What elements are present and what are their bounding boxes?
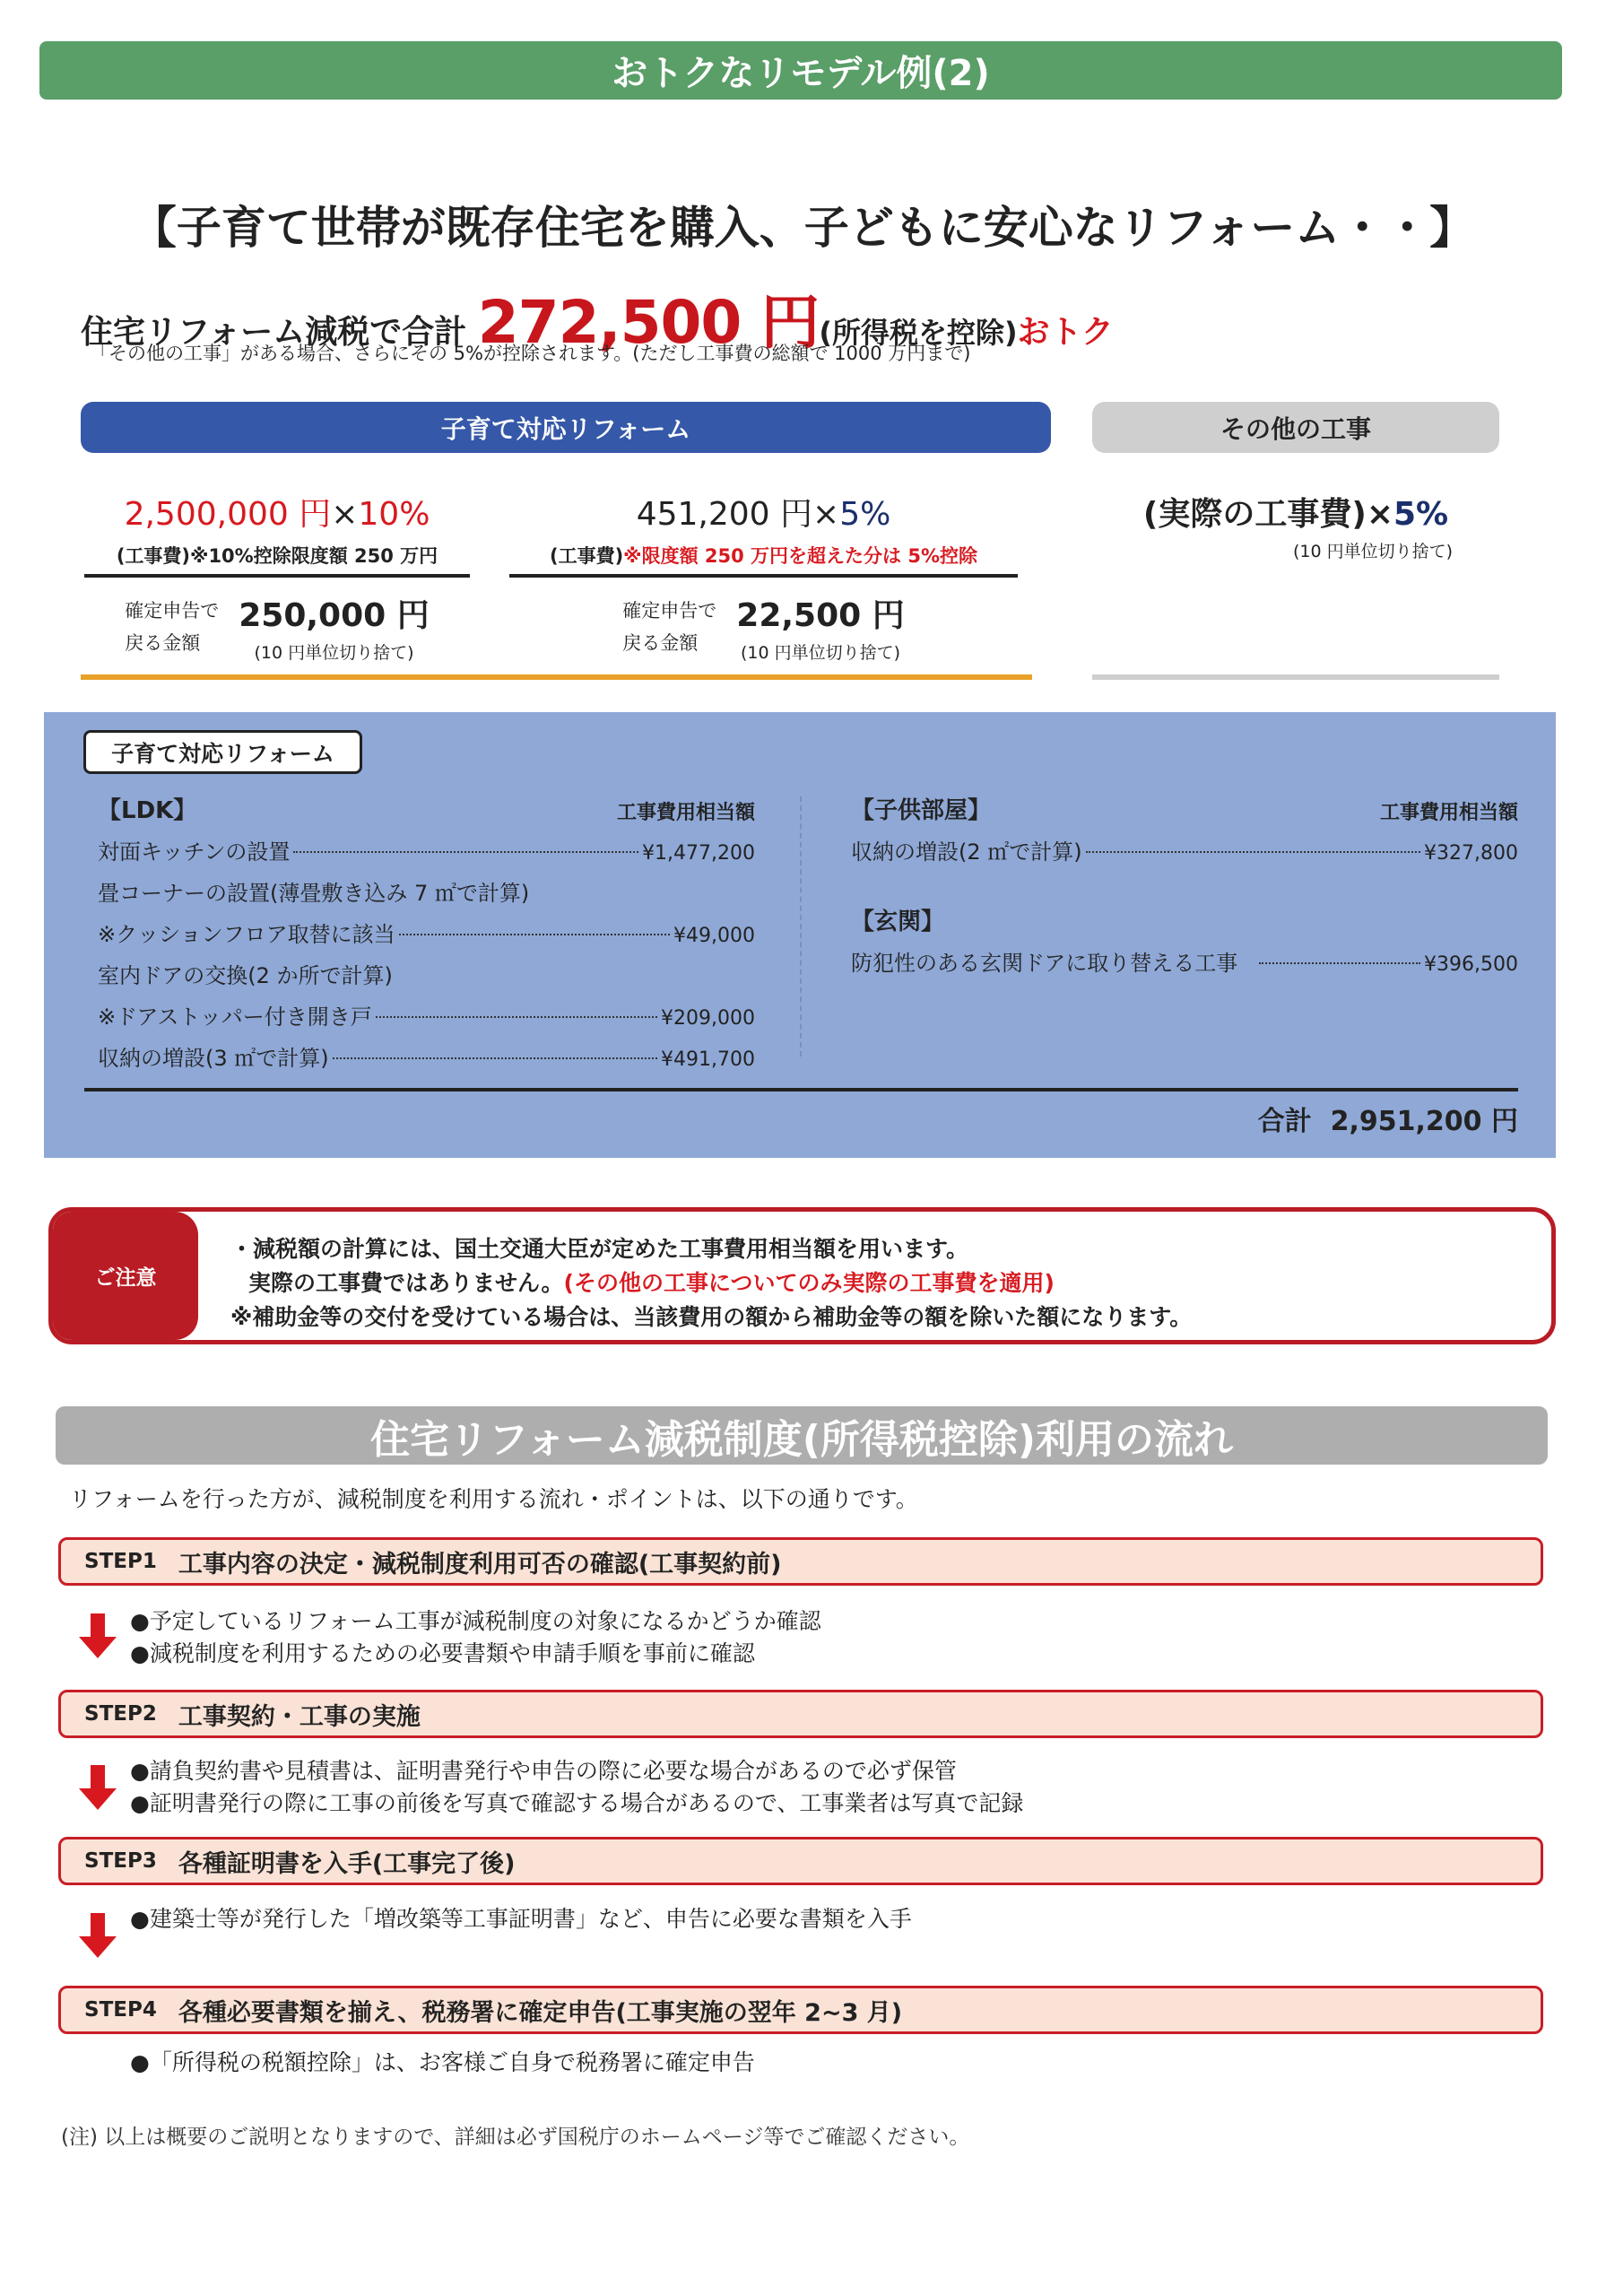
step-number: STEP4 bbox=[84, 1998, 157, 2022]
formula-rate: 5% bbox=[1393, 496, 1449, 533]
return-label: 戻る金額 bbox=[622, 632, 699, 654]
step-bullet: ●減税制度を利用するための必要書類や申請手順を事前に確認 bbox=[130, 1640, 755, 1666]
flow-title: 住宅リフォーム減税制度(所得税控除)利用の流れ bbox=[56, 1406, 1548, 1465]
kosodate-reform-heading: 子育て対応リフォーム bbox=[81, 402, 1051, 453]
formula-sub-note: ※限度額 250 万円を超えた分は 5%控除 bbox=[623, 545, 978, 567]
gray-bar bbox=[1092, 674, 1499, 680]
savings-paren: (所得税を控除) bbox=[819, 316, 1018, 350]
step-title: 工事内容の決定・減税制度利用可否の確認(工事契約前) bbox=[178, 1550, 782, 1578]
item-name: 畳コーナーの設置(薄畳敷き込み 7 ㎡で計算) bbox=[98, 881, 530, 906]
column-header: 工事費用相当額 bbox=[616, 802, 755, 824]
orange-bar bbox=[81, 674, 1032, 680]
down-arrow-icon bbox=[79, 1613, 117, 1658]
formula-5pct bbox=[509, 489, 1018, 664]
section-title: 【子供部屋】 bbox=[851, 797, 992, 824]
item-name: 収納の増設(3 ㎡で計算) bbox=[98, 1046, 329, 1071]
leader-dots bbox=[333, 1057, 657, 1059]
notice-line: ※補助金等の交付を受けている場合は、当該費用の額から補助金等の額を除いた額になります。 bbox=[230, 1304, 1193, 1330]
step-1-header bbox=[58, 1537, 1543, 1586]
down-arrow-icon bbox=[79, 1765, 117, 1810]
step-title: 各種必要書類を揃え、税務署に確定申告(工事実施の翌年 2~3 月) bbox=[178, 1998, 903, 2027]
formula-sub-note: ※10%控除限度額 250 万円 bbox=[190, 545, 438, 567]
step-3-header bbox=[58, 1837, 1543, 1885]
total-label: 合計 bbox=[1257, 1106, 1312, 1137]
rounding-note: (10 円単位切り捨て) bbox=[254, 643, 414, 663]
rounding-note: (10 円単位切り捨て) bbox=[1292, 542, 1453, 561]
list-item bbox=[98, 1040, 755, 1071]
item-amount: ¥396,500 bbox=[1424, 953, 1518, 976]
column-header: 工事費用相当額 bbox=[1379, 802, 1518, 824]
flow-intro: リフォームを行った方が、減税制度を利用する流れ・ポイントは、以下の通りです。 bbox=[69, 1486, 918, 1512]
step-bullet: ●建築士等が発行した「増改築等工事証明書」など、申告に必要な書類を入手 bbox=[130, 1906, 912, 1932]
list-item bbox=[851, 834, 1518, 865]
notice-line: ・減税額の計算には、国土交通大臣が定めた工事費用相当額を用います。 bbox=[230, 1236, 969, 1262]
list-item bbox=[98, 917, 755, 947]
formula-rate: 5% bbox=[839, 496, 891, 533]
formula-10pct bbox=[84, 489, 470, 664]
formula-amount: (実際の工事費) bbox=[1142, 496, 1367, 533]
leader-dots bbox=[293, 851, 638, 853]
divider bbox=[84, 574, 470, 578]
total-rule bbox=[84, 1088, 1518, 1091]
step-title: 各種証明書を入手(工事完了後) bbox=[178, 1849, 516, 1878]
step-title: 工事契約・工事の実施 bbox=[178, 1702, 421, 1731]
item-amount: ¥491,700 bbox=[661, 1048, 755, 1071]
item-name: 収納の増設(2 ㎡で計算) bbox=[851, 839, 1082, 865]
notice-highlight: (その他の工事についてのみ実際の工事費を適用) bbox=[563, 1270, 1055, 1296]
return-label: 確定申告で bbox=[622, 600, 717, 622]
notice-text: 実際の工事費ではありません。 bbox=[248, 1270, 564, 1296]
total-amount: 2,951,200 円 bbox=[1330, 1106, 1518, 1137]
step-bullet: ●請負契約書や見積書は、証明書発行や申告の際に必要な場合があるので必ず保管 bbox=[130, 1758, 957, 1784]
divider bbox=[509, 574, 1018, 578]
formula-amount: 2,500,000 円 bbox=[124, 496, 332, 533]
return-label: 戻る金額 bbox=[125, 632, 201, 654]
times-sign: × bbox=[331, 496, 359, 533]
savings-note: 「その他の工事」がある場合、さらにその 5%が控除されます。(ただし工事費の総額で 1000 万円まで) bbox=[90, 343, 971, 364]
formula-amount: 451,200 円 bbox=[636, 496, 813, 533]
ldk-section bbox=[98, 789, 755, 1071]
section-title: 【玄関】 bbox=[851, 909, 945, 935]
times-sign: × bbox=[1366, 496, 1393, 533]
headline: 【子育て世帯が既存住宅を購入、子どもに安心なリフォーム・・】 bbox=[131, 202, 1475, 254]
item-name: ※ドアストッパー付き開き戸 bbox=[98, 1004, 372, 1030]
leader-dots bbox=[1086, 851, 1420, 853]
item-amount: ¥327,800 bbox=[1424, 842, 1518, 865]
list-item bbox=[851, 945, 1518, 977]
step-bullet: ●証明書発行の際に工事の前後を写真で確認する場合があるので、工事業者は写真で記録 bbox=[130, 1790, 1024, 1816]
step-2-header bbox=[58, 1690, 1543, 1738]
savings-prefix: 住宅リフォーム減税で合計 bbox=[81, 314, 467, 351]
rounding-note: (10 円単位切り捨て) bbox=[740, 643, 901, 663]
item-name: 防犯性のある玄関ドアに取り替える工事 bbox=[851, 951, 1238, 976]
list-item bbox=[98, 834, 755, 865]
down-arrow-icon bbox=[79, 1913, 117, 1958]
leader-dots bbox=[376, 1016, 657, 1018]
step-number: STEP2 bbox=[84, 1702, 157, 1726]
return-label: 確定申告で bbox=[125, 600, 220, 622]
leader-dots bbox=[399, 934, 670, 935]
kids-room-section bbox=[851, 789, 1518, 977]
notice-box bbox=[48, 1207, 1556, 1344]
item-amount: ¥209,000 bbox=[661, 1007, 755, 1030]
item-amount: ¥1,477,200 bbox=[642, 842, 755, 865]
step-number: STEP1 bbox=[84, 1550, 157, 1573]
return-amount: 22,500 円 bbox=[736, 597, 905, 634]
section-title: 【LDK】 bbox=[98, 797, 197, 824]
formula-sub-label: (工事費) bbox=[549, 545, 624, 567]
step-number: STEP3 bbox=[84, 1849, 157, 1873]
list-item bbox=[98, 999, 755, 1030]
step-bullet: ●「所得税の税額控除」は、お客様ご自身で税務署に確定申告 bbox=[130, 2049, 755, 2075]
page-header: おトクなリモデル例(2) bbox=[39, 41, 1562, 100]
breakdown-total bbox=[1258, 1099, 1518, 1138]
formula-sub-label: (工事費) bbox=[116, 545, 191, 567]
leader-dots bbox=[1259, 962, 1420, 964]
notice-label: ご注意 bbox=[53, 1212, 198, 1340]
breakdown-label: 子育て対応リフォーム bbox=[83, 730, 362, 774]
other-work-heading: その他の工事 bbox=[1092, 402, 1499, 453]
formula-rate: 10% bbox=[358, 496, 430, 533]
times-sign: × bbox=[812, 496, 840, 533]
list-item bbox=[98, 875, 755, 906]
item-name: 対面キッチンの設置 bbox=[98, 839, 291, 865]
list-item bbox=[98, 958, 755, 988]
savings-amount: 272,500 円 bbox=[477, 288, 820, 357]
return-amount: 250,000 円 bbox=[239, 597, 430, 634]
item-name: ※クッションフロア取替に該当 bbox=[98, 922, 395, 947]
formula-other bbox=[1092, 489, 1499, 562]
footnote: (注) 以上は概要のご説明となりますので、詳細は必ず国税庁のホームページ等でご確認ください。 bbox=[61, 2126, 970, 2149]
savings-suffix: おトク bbox=[1017, 314, 1114, 351]
item-name: 室内ドアの交換(2 か所で計算) bbox=[98, 963, 393, 988]
item-amount: ¥49,000 bbox=[673, 925, 755, 947]
notice-line bbox=[248, 1265, 1055, 1298]
step-bullet: ●予定しているリフォーム工事が減税制度の対象になるかどうか確認 bbox=[130, 1608, 821, 1634]
step-4-header bbox=[58, 1986, 1543, 2034]
column-divider bbox=[800, 796, 802, 1057]
